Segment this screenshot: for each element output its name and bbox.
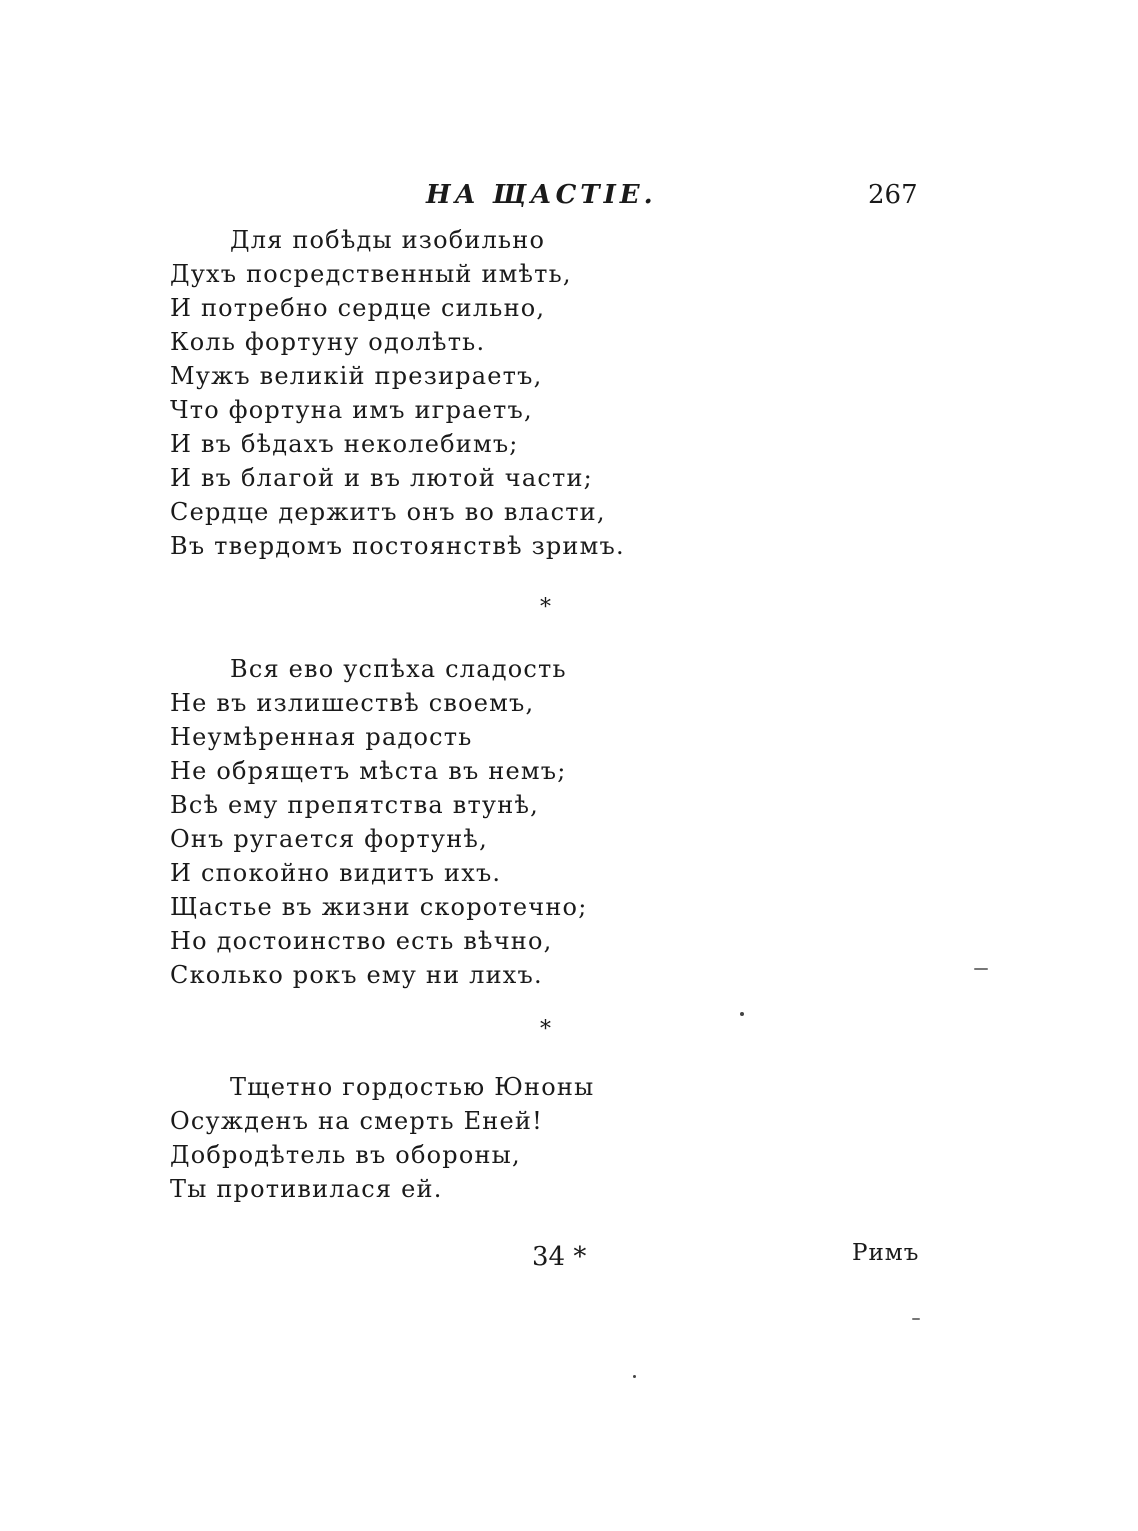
verse-line: Онъ ругается фортунѣ, (170, 825, 488, 853)
verse-line: Осужденъ на смерть Еней! (170, 1107, 543, 1135)
stanza-separator: * (540, 1017, 551, 1042)
verse-line: Сколько рокъ ему ни лихъ. (170, 961, 543, 989)
verse-line: Неумѣренная радость (170, 723, 473, 751)
verse-line: Не въ излишествѣ своемъ, (170, 689, 535, 717)
print-speck (740, 1012, 744, 1016)
print-speck (912, 1318, 920, 1320)
verse-line: Не обрящетъ мѣста въ немъ; (170, 757, 567, 785)
print-speck (633, 1375, 636, 1378)
verse-line: Сердце держитъ онъ во власти, (170, 498, 606, 526)
verse-line: Всѣ ему препятства втунѣ, (170, 791, 539, 819)
page-number: 267 (868, 180, 918, 210)
stanza-1 (170, 223, 810, 563)
verse-line: Мужъ великій презираетъ, (170, 362, 543, 390)
verse-line: И въ благой и въ лютой части; (170, 464, 593, 492)
running-title: НА ЩАСТІЕ. (426, 180, 657, 210)
stanza-2 (170, 652, 810, 992)
verse-line: Что фортуна имъ играетъ, (170, 396, 533, 424)
signature-mark: 34 * (532, 1242, 587, 1272)
verse-line: Тщетно гордостью Юноны (230, 1073, 595, 1101)
verse-line: Щастье въ жизни скоротечно; (170, 893, 588, 921)
verse-line: И потребно сердце сильно, (170, 294, 546, 322)
verse-line: Вся ево успѣха сладость (230, 655, 567, 683)
verse-line: Ты противилася ей. (170, 1175, 443, 1203)
stanza-3 (170, 1070, 810, 1206)
verse-line: И въ бѣдахъ неколебимъ; (170, 430, 519, 458)
verse-line: Духъ посредственный имѣть, (170, 260, 572, 288)
verse-line: Коль фортуну одолѣть. (170, 328, 486, 356)
verse-line: Для побѣды изобильно (230, 226, 546, 254)
verse-line: И спокойно видитъ ихъ. (170, 859, 502, 887)
verse-line: Въ твердомъ постоянствѣ зримъ. (170, 532, 625, 560)
verse-line: Но достоинство есть вѣчно, (170, 927, 553, 955)
verse-line: Добродѣтель въ обороны, (170, 1141, 521, 1169)
catchword: Римъ (852, 1240, 920, 1266)
print-speck (974, 968, 988, 970)
stanza-separator: * (540, 595, 551, 620)
